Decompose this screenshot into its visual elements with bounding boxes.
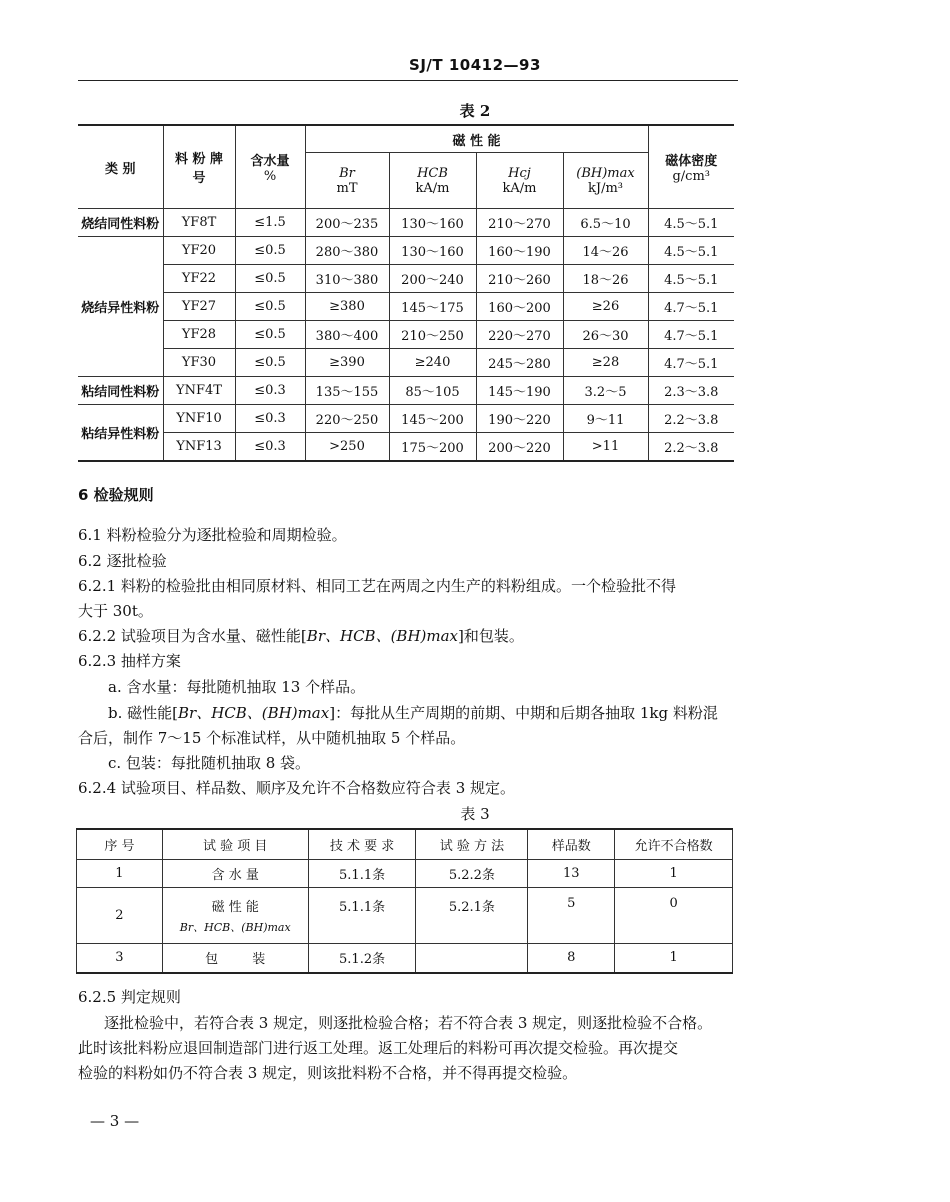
br-cell: 200～235 (305, 209, 389, 237)
water-cell: ≤0.3 (235, 433, 305, 462)
br-cell: 380～400 (305, 321, 389, 349)
water-cell: ≤0.3 (235, 377, 305, 405)
table-row (77, 943, 733, 973)
br-cell: 280～380 (305, 237, 389, 265)
table-row (78, 293, 734, 321)
grade-cell: YNF13 (163, 433, 235, 462)
req-cell: 5.1.2条 (308, 943, 416, 973)
category-cell: 粘结同性料粉 (78, 377, 163, 405)
bh-cell: ≥28 (563, 349, 648, 377)
bh-cell: 26～30 (563, 321, 648, 349)
header-density: 磁体密度 g/cm³ (648, 125, 734, 209)
header-br: Br mT (305, 153, 389, 209)
hcj-cell: 220～270 (476, 321, 563, 349)
hcj-cell: 210～260 (476, 265, 563, 293)
hcj-cell: 190～220 (476, 405, 563, 433)
header-hcb: HCB kA/m (389, 153, 476, 209)
table-row (78, 349, 734, 377)
hcj-cell: 245～280 (476, 349, 563, 377)
table-row (78, 321, 734, 349)
allowed-cell: 1 (615, 943, 733, 973)
header-req: 技 术 要 求 (308, 829, 416, 859)
bh-cell: 14～26 (563, 237, 648, 265)
grade-cell: YNF10 (163, 405, 235, 433)
req-cell: 5.1.1条 (308, 859, 416, 887)
judgement-line-1: 逐批检验中，若符合表 3 规定，则逐批检验合格；若不符合表 3 规定，则逐批检验不合格。 (104, 1014, 713, 1032)
density-cell: 2.3～3.8 (648, 377, 734, 405)
no-cell: 1 (77, 859, 163, 887)
para-6-2: 6.2 逐批检验 (78, 552, 167, 570)
para-6-2-3: 6.2.3 抽样方案 (78, 652, 181, 670)
category-cell: 烧结异性料粉 (78, 237, 163, 377)
table-row (78, 209, 734, 237)
para-6-2-1: 6.2.1 料粉的检验批由相同原材料、相同工艺在两周之内生产的料粉组成。一个检验批不得 (78, 577, 676, 595)
header-allowed: 允许不合格数 (615, 829, 733, 859)
header-bh: (BH)max kJ/m³ (563, 153, 648, 209)
header-magnetic: 磁 性 能 (305, 125, 648, 153)
method-cell: 5.2.1条 (416, 887, 528, 943)
table-row (77, 859, 733, 887)
hcj-cell: 160～190 (476, 237, 563, 265)
table-row (78, 433, 734, 462)
br-cell: >250 (305, 433, 389, 462)
allowed-cell: 0 (615, 887, 733, 943)
table-row (78, 265, 734, 293)
water-cell: ≤0.5 (235, 349, 305, 377)
hcb-cell: 175～200 (389, 433, 476, 462)
hcb-cell: ≥240 (389, 349, 476, 377)
br-cell: ≥380 (305, 293, 389, 321)
para-6-2-4: 6.2.4 试验项目、样品数、顺序及允许不合格数应符合表 3 规定。 (78, 779, 516, 797)
samples-cell: 13 (528, 859, 615, 887)
header-method: 试 验 方 法 (416, 829, 528, 859)
hcb-cell: 85～105 (389, 377, 476, 405)
sampling-b-cont: 合后，制作 7～15 个标准试样，从中随机抽取 5 个样品。 (78, 729, 466, 747)
br-cell: ≥390 (305, 349, 389, 377)
hcb-cell: 130～160 (389, 209, 476, 237)
density-cell: 4.7～5.1 (648, 293, 734, 321)
judgement-line-2: 此时该批料粉应退回制造部门进行返工处理。返工处理后的料粉可再次提交检验。再次提交 (78, 1039, 679, 1057)
br-cell: 135～155 (305, 377, 389, 405)
category-cell: 烧结同性料粉 (78, 209, 163, 237)
hcb-cell: 130～160 (389, 237, 476, 265)
density-cell: 4.5～5.1 (648, 265, 734, 293)
grade-cell: YF27 (163, 293, 235, 321)
header-category: 类 别 (78, 125, 163, 209)
grade-cell: YF22 (163, 265, 235, 293)
header-water: 含水量 % (235, 125, 305, 209)
bh-cell: ≥26 (563, 293, 648, 321)
table-row (78, 237, 734, 265)
water-cell: ≤0.5 (235, 237, 305, 265)
grade-cell: YF28 (163, 321, 235, 349)
document-header: SJ/T 10412—93 (409, 56, 541, 74)
grade-cell: YF8T (163, 209, 235, 237)
item-cell: 含 水 量 (162, 859, 308, 887)
header-grade: 料 粉 牌 号 (163, 125, 235, 209)
br-cell: 310～380 (305, 265, 389, 293)
grade-cell: YF30 (163, 349, 235, 377)
grade-cell: YNF4T (163, 377, 235, 405)
water-cell: ≤0.5 (235, 293, 305, 321)
table-row (77, 887, 733, 943)
header-item: 试 验 项 目 (162, 829, 308, 859)
inspection-items-table (76, 828, 733, 974)
water-cell: ≤0.5 (235, 265, 305, 293)
page-number: — 3 — (90, 1112, 140, 1130)
table2-caption: 表 2 (459, 102, 491, 120)
water-cell: ≤0.5 (235, 321, 305, 349)
allowed-cell: 1 (615, 859, 733, 887)
hcb-cell: 200～240 (389, 265, 476, 293)
table3-caption: 表 3 (460, 805, 490, 823)
br-cell: 220～250 (305, 405, 389, 433)
density-cell: 2.2～3.8 (648, 405, 734, 433)
density-cell: 2.2～3.8 (648, 433, 734, 462)
samples-cell: 8 (528, 943, 615, 973)
table-row (78, 377, 734, 405)
density-cell: 4.5～5.1 (648, 237, 734, 265)
density-cell: 4.7～5.1 (648, 349, 734, 377)
header-samples: 样品数 (528, 829, 615, 859)
no-cell: 3 (77, 943, 163, 973)
hcj-cell: 200～220 (476, 433, 563, 462)
hcj-cell: 210～270 (476, 209, 563, 237)
para-6-2-5: 6.2.5 判定规则 (78, 988, 181, 1006)
sampling-c: c. 包装：每批随机抽取 8 袋。 (108, 754, 311, 772)
item-cell: 包 装 (162, 943, 308, 973)
bh-cell: 18～26 (563, 265, 648, 293)
hcj-cell: 145～190 (476, 377, 563, 405)
req-cell: 5.1.1条 (308, 887, 416, 943)
section-6-heading: 6 检验规则 (78, 486, 154, 504)
para-6-2-2: 6.2.2 试验项目为含水量、磁性能[Br、HCB、(BH)max]和包装。 (78, 627, 524, 645)
header-no: 序 号 (77, 829, 163, 859)
no-cell: 2 (77, 887, 163, 943)
para-6-2-1-cont: 大于 30t。 (78, 602, 153, 620)
item-cell: 磁 性 能 Br、HCB、(BH)max (162, 887, 308, 943)
judgement-line-3: 检验的料粉如仍不符合表 3 规定，则该批料粉不合格，并不得再提交检验。 (78, 1064, 578, 1082)
sampling-b: b. 磁性能[Br、HCB、(BH)max]：每批从生产周期的前期、中期和后期各抽取 1kg 料粉混 (108, 704, 718, 722)
para-6-1: 6.1 料粉检验分为逐批检验和周期检验。 (78, 526, 347, 544)
sampling-a: a. 含水量：每批随机抽取 13 个样品。 (108, 678, 366, 696)
density-cell: 4.7～5.1 (648, 321, 734, 349)
hcb-cell: 210～250 (389, 321, 476, 349)
samples-cell: 5 (528, 887, 615, 943)
method-cell (416, 943, 528, 973)
method-cell: 5.2.2条 (416, 859, 528, 887)
bh-cell: 9～11 (563, 405, 648, 433)
hcb-cell: 145～200 (389, 405, 476, 433)
water-cell: ≤0.3 (235, 405, 305, 433)
bh-cell: >11 (563, 433, 648, 462)
bh-cell: 6.5～10 (563, 209, 648, 237)
header-rule (78, 80, 738, 81)
hcj-cell: 160～200 (476, 293, 563, 321)
magnetic-powder-spec-table (78, 124, 734, 462)
header-hcj: Hcj kA/m (476, 153, 563, 209)
table-row (78, 405, 734, 433)
bh-cell: 3.2～5 (563, 377, 648, 405)
water-cell: ≤1.5 (235, 209, 305, 237)
category-cell: 粘结异性料粉 (78, 405, 163, 462)
hcb-cell: 145～175 (389, 293, 476, 321)
density-cell: 4.5～5.1 (648, 209, 734, 237)
grade-cell: YF20 (163, 237, 235, 265)
